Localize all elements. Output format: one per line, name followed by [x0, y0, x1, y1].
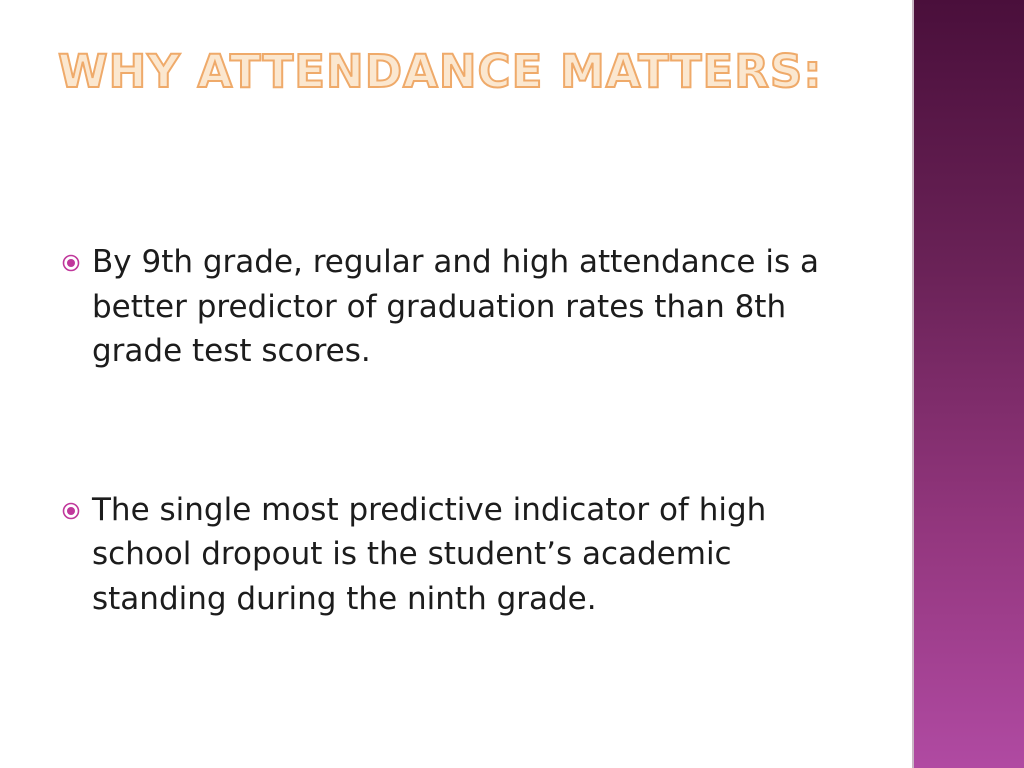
bullet-item [62, 488, 842, 622]
bullet-list [62, 240, 842, 621]
target-bullet-icon [62, 254, 80, 272]
bullet-text: By 9th grade, regular and high attendance is a better predictor of graduation rates than 8th grade test scores. [92, 244, 819, 369]
bullet-item [62, 240, 842, 374]
side-decorative-band [912, 0, 1024, 768]
bullet-text: The single most predictive indicator of high school dropout is the student’s academic standing during the ninth grade. [92, 491, 767, 617]
target-bullet-icon [62, 502, 80, 520]
slide-title: WHY ATTENDANCE MATTERS: [58, 45, 823, 98]
